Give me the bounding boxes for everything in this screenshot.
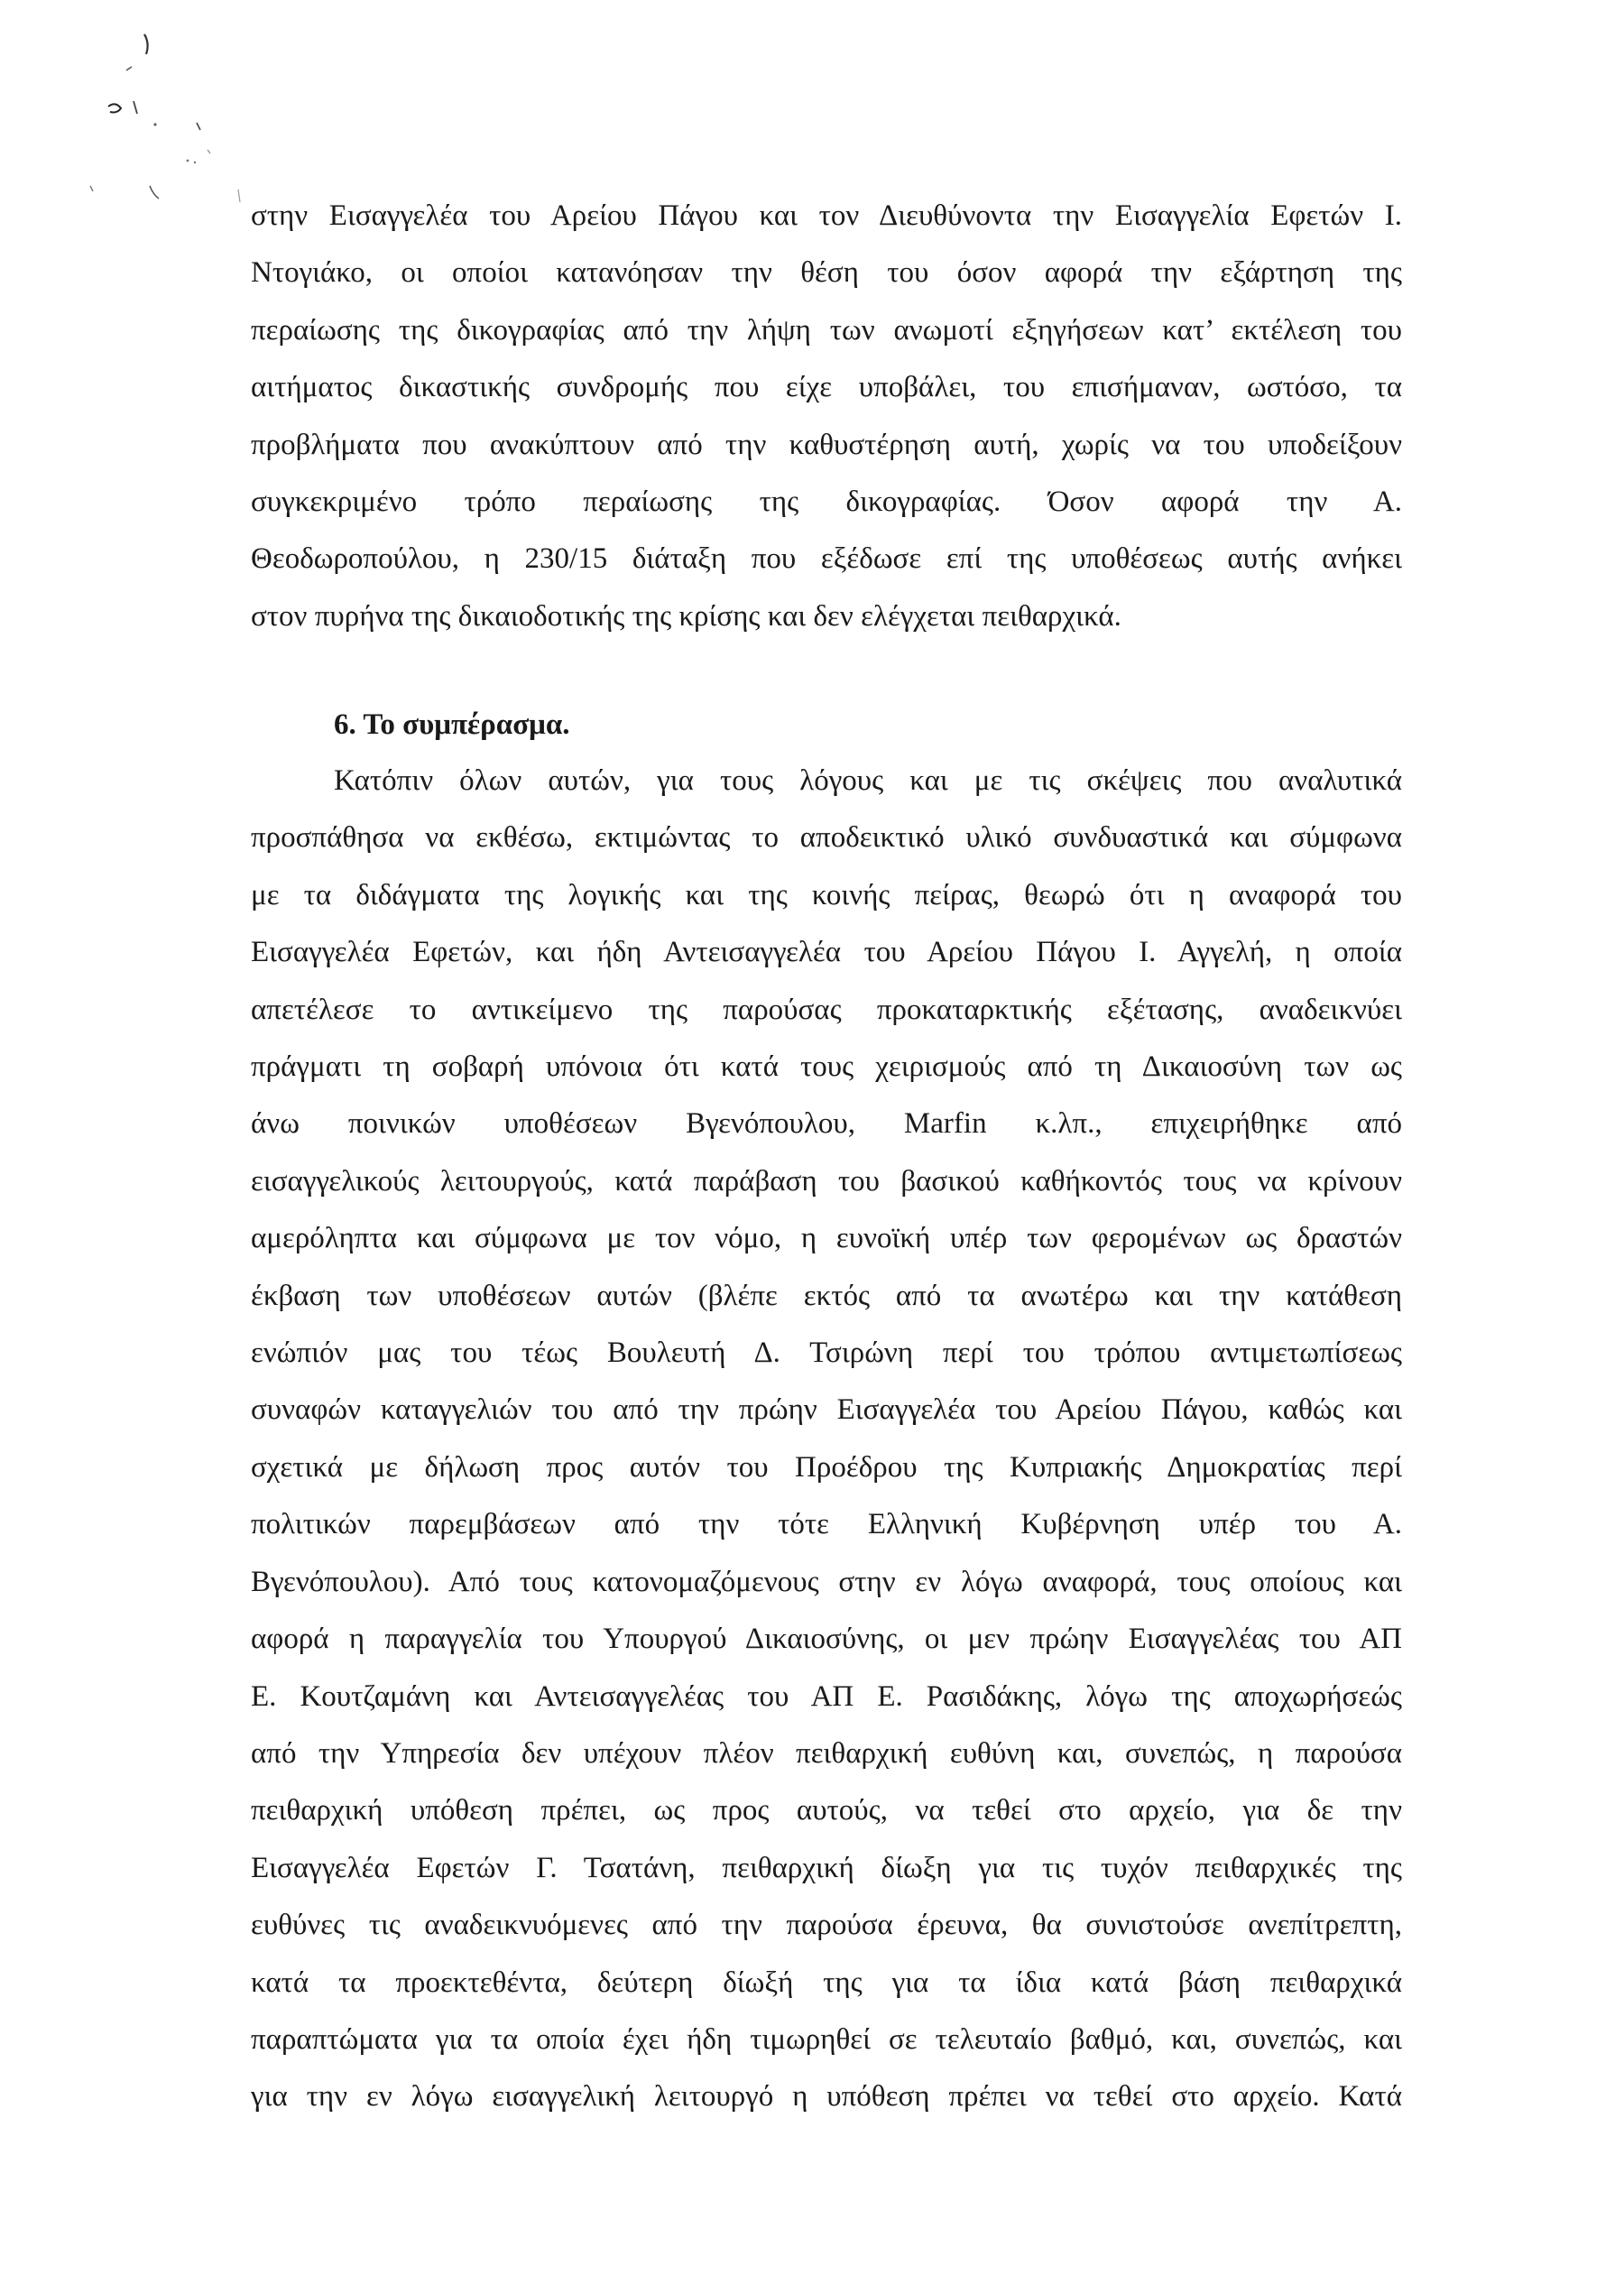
text-line: άνω ποινικών υποθέσεων Βγενόπουλου, Marfin κ.λπ., επιχειρήθηκε από	[251, 1107, 1402, 1141]
text-line: με τα διδάγματα της λογικής και της κοινής πείρας, θεωρώ ότι η αναφορά του	[251, 878, 1402, 911]
text-line: Θεοδωροπούλου, η 230/15 διάταξη που εξέδωσε επί της υποθέσεως αυτής ανήκει	[251, 542, 1402, 576]
text-line: αιτήματος δικαστικής συνδρομής που είχε υποβάλει, του επισήμαναν, ωστόσο, τα	[251, 371, 1402, 404]
text-line: Ε. Κουτζαμάνη και Αντεισαγγελέας του ΑΠ Ε. Ρασιδάκης, λόγω της αποχωρήσεώς	[251, 1679, 1402, 1713]
text-line: πράγματι τη σοβαρή υπόνοια ότι κατά τους χειρισμούς από τη Δικαιοσύνη των ως	[251, 1050, 1402, 1084]
text-line: απετέλεσε το αντικείμενο της παρούσας προκαταρκτικής εξέτασης, αναδεικνύει	[251, 993, 1402, 1026]
text-line: από την Υπηρεσία δεν υπέχουν πλέον πειθαρχική ευθύνη και, συνεπώς, η παρούσα	[251, 1736, 1402, 1770]
text-line: σχετικά με δήλωση προς αυτόν του Προέδρου της Κυπριακής Δημοκρατίας περί	[251, 1450, 1402, 1484]
text-line: προβλήματα που ανακύπτουν από την καθυστέρηση αυτή, χωρίς να του υποδείξουν	[251, 428, 1402, 461]
scan-artifact-marks	[36, 18, 271, 226]
paragraph-continuation	[251, 188, 1402, 645]
text-line: συναφών καταγγελιών του από την πρώην Εισαγγελέα του Αρείου Πάγου, καθώς και	[251, 1393, 1402, 1427]
text-line: έκβαση των υποθέσεων αυτών (βλέπε εκτός από τα ανωτέρω και την κατάθεση	[251, 1279, 1402, 1312]
text-line: πειθαρχική υπόθεση πρέπει, ως προς αυτούς, να τεθεί στο αρχείο, για δε την	[251, 1794, 1402, 1827]
text-line: ευθύνες τις αναδεικνυόμενες από την παρούσα έρευνα, θα συνιστούσε ανεπίτρεπτη,	[251, 1909, 1402, 1942]
text-line: περαίωσης της δικογραφίας από την λήψη των ανωμοτί εξηγήσεων κατ’ εκτέλεση του	[251, 313, 1402, 347]
text-line: Βγενόπουλου). Από τους κατονομαζόμενους στην εν λόγω αναφορά, τους οποίους και	[251, 1565, 1402, 1598]
text-line: εισαγγελικούς λειτουργούς, κατά παράβαση του βασικού καθήκοντός τους να κρίνουν	[251, 1164, 1402, 1198]
text-line: Εισαγγελέα Εφετών Γ. Τσατάνη, πειθαρχική δίωξη για τις τυχόν πειθαρχικές της	[251, 1851, 1402, 1884]
text-line: ενώπιόν μας του τέως Βουλευτή Δ. Τσιρώνη περί του τρόπου αντιμετωπίσεως	[251, 1337, 1402, 1370]
text-line: προσπάθησα να εκθέσω, εκτιμώντας το αποδεικτικό υλικό συνδυαστικά και σύμφωνα	[251, 821, 1402, 855]
section-heading: 6. Το συμπέρασμα.	[334, 708, 570, 741]
text-line: παραπτώματα για τα οποία έχει ήδη τιμωρηθεί σε τελευταίο βαθμό, και, συνεπώς, και	[251, 2022, 1402, 2056]
text-line: αφορά η παραγγελία του Υπουργού Δικαιοσύνης, οι μεν πρώην Εισαγγελέας του ΑΠ	[251, 1623, 1402, 1656]
text-line: αμερόληπτα και σύμφωνα με τον νόμο, η ευνοϊκή υπέρ των φερομένων ως δραστών	[251, 1222, 1402, 1255]
text-line: Εισαγγελέα Εφετών, και ήδη Αντεισαγγελέα του Αρείου Πάγου Ι. Αγγελή, η οποία	[251, 936, 1402, 969]
text-line: Κατόπιν όλων αυτών, για τους λόγους και με τις σκέψεις που αναλυτικά	[334, 764, 1402, 797]
paragraph-conclusion	[251, 753, 1402, 2126]
text-line: κατά τα προεκτεθέντα, δεύτερη δίωξή της για τα ίδια κατά βάση πειθαρχικά	[251, 1966, 1402, 1999]
text-line: για την εν λόγω εισαγγελική λειτουργό η υπόθεση πρέπει να τεθεί στο αρχείο. Κατά	[251, 2080, 1402, 2114]
text-line: στον πυρήνα της δικαιοδοτικής της κρίσης και δεν ελέγχεται πειθαρχικά.	[251, 599, 1121, 633]
text-line: στην Εισαγγελέα του Αρείου Πάγου και τον Διευθύνοντα την Εισαγγελία Εφετών Ι.	[251, 199, 1402, 232]
text-line: πολιτικών παρεμβάσεων από την τότε Ελληνική Κυβέρνηση υπέρ του Α.	[251, 1508, 1402, 1541]
text-line: συγκεκριμένο τρόπο περαίωσης της δικογραφίας. Όσον αφορά την Α.	[251, 486, 1402, 519]
text-line: Ντογιάκο, οι οποίοι κατανόησαν την θέση του όσον αφορά την εξάρτηση της	[251, 256, 1402, 290]
